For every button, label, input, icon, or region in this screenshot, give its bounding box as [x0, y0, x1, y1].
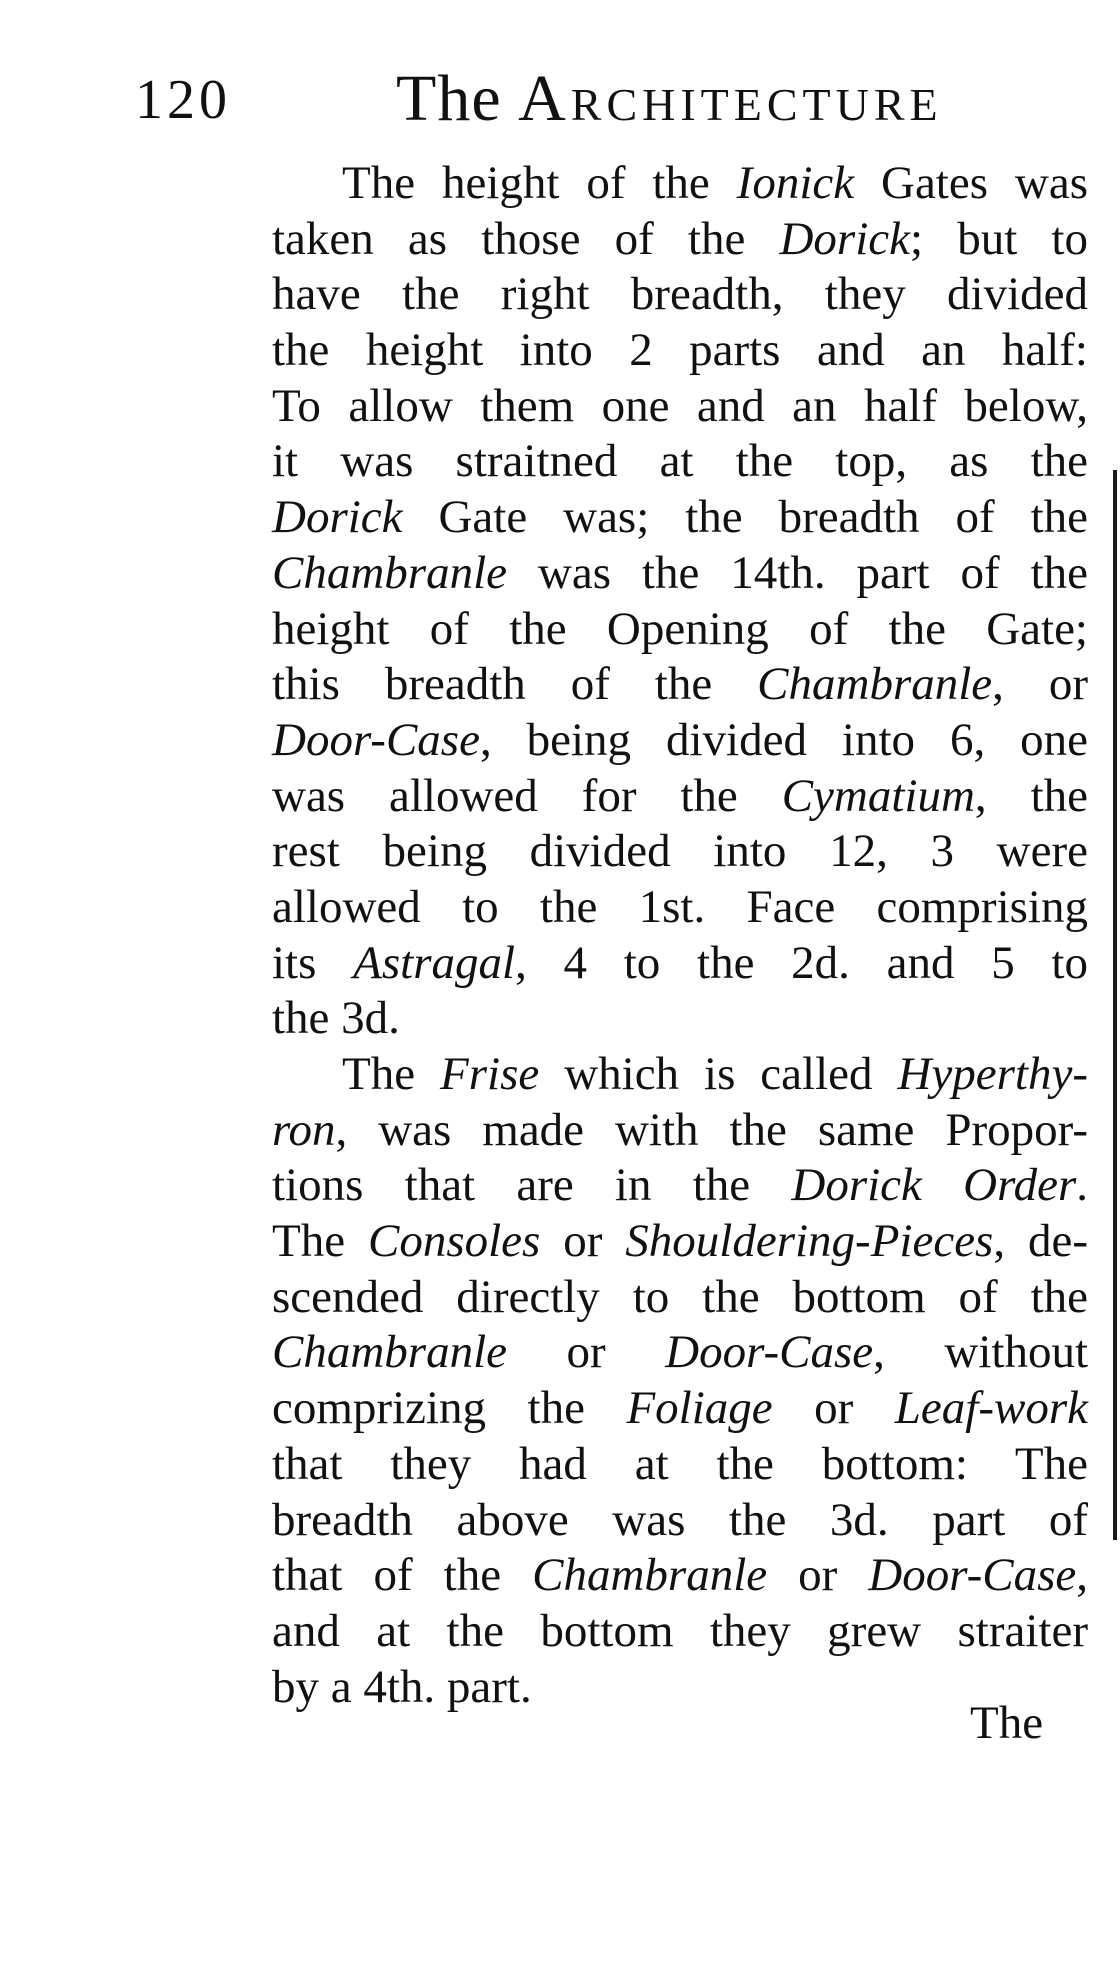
- text-line: breadth above was the 3d. part of: [272, 1493, 1088, 1546]
- text-line: Chambranle was the 14th. part of the: [272, 546, 1088, 599]
- page-edge-rule: [1113, 470, 1117, 1540]
- text-line: taken as those of the Dorick; but to: [272, 212, 1088, 265]
- text-line: allowed to the 1st. Face comprising: [272, 880, 1088, 933]
- running-head-first-word: The: [396, 62, 502, 135]
- body-text: [272, 156, 1088, 1715]
- text-line: Door-Case, being divided into 6, one: [272, 713, 1088, 766]
- text-line: and at the bottom they grew straiter: [272, 1604, 1088, 1657]
- text-line: that of the Chambranle or Door-Case,: [272, 1549, 1088, 1602]
- text-line: The Consoles or Shouldering-Pieces, de-: [272, 1215, 1089, 1268]
- text-line: was allowed for the Cymatium, the: [272, 769, 1088, 822]
- text-line: rest being divided into 12, 3 were: [272, 825, 1088, 878]
- text-line: Chambranle or Door-Case, without: [272, 1326, 1088, 1379]
- text-line: that they had at the bottom: The: [272, 1437, 1088, 1490]
- text-line: it was straitned at the top, as the: [272, 435, 1088, 488]
- text-line: scended directly to the bottom of the: [272, 1270, 1088, 1323]
- text-line: have the right breadth, they divided: [272, 268, 1088, 321]
- text-line: To allow them one and an half below,: [272, 379, 1088, 432]
- text-line: the 3d.: [272, 992, 400, 1045]
- text-line: tions that are in the Dorick Order.: [272, 1159, 1089, 1212]
- running-head-title: Architecture: [518, 62, 943, 135]
- text-line: The Frise which is called Hyperthy-: [342, 1048, 1088, 1100]
- running-head: [396, 62, 943, 135]
- text-line: the height into 2 parts and an half:: [272, 324, 1088, 377]
- text-line: height of the Opening of the Gate;: [272, 602, 1088, 655]
- catchword: The: [970, 1697, 1044, 1749]
- text-line: Dorick Gate was; the breadth of the: [272, 491, 1088, 544]
- text-line: by a 4th. part.: [272, 1660, 532, 1713]
- text-line: The height of the Ionick Gates was: [342, 157, 1088, 209]
- text-line: this breadth of the Chambranle, or: [272, 658, 1088, 711]
- page-number: 120: [135, 69, 231, 131]
- text-line: comprizing the Foliage or Leaf-work: [272, 1382, 1088, 1435]
- text-line: ron, was made with the same Propor-: [272, 1103, 1088, 1156]
- text-line: its Astragal, 4 to the 2d. and 5 to: [272, 936, 1088, 989]
